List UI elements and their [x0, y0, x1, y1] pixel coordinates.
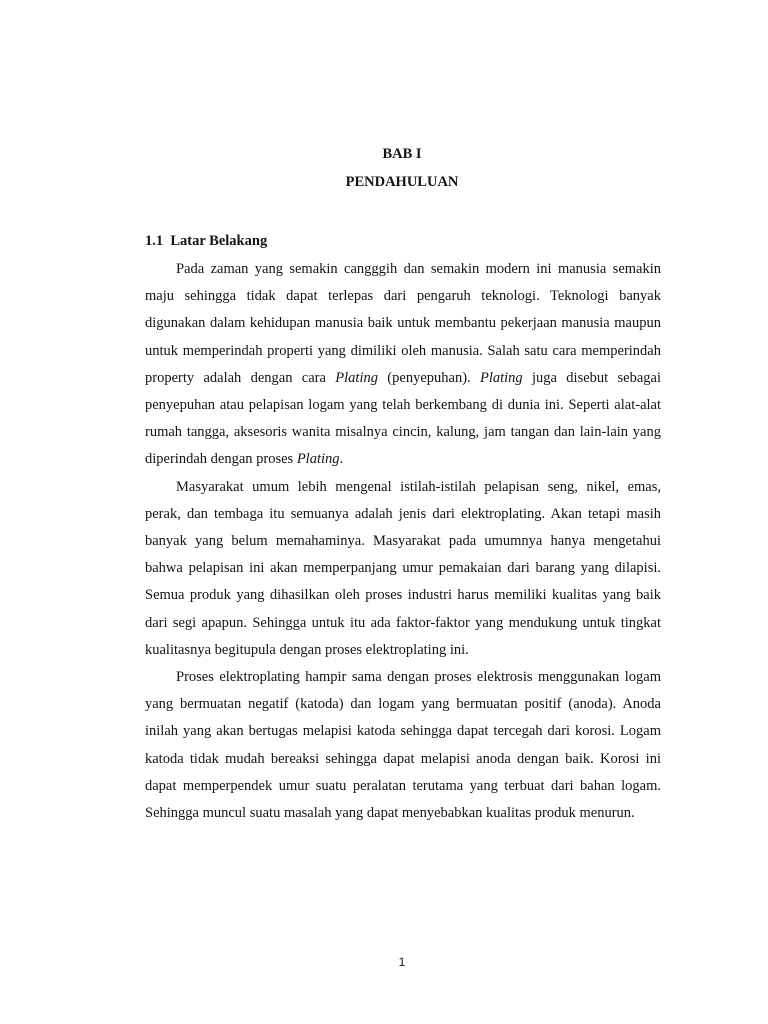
paragraph-run: . — [339, 451, 344, 468]
paragraph-2 — [145, 474, 661, 664]
paragraph-run: (penyepuhan). — [377, 369, 480, 386]
chapter-label: BAB I — [382, 146, 422, 162]
paragraph-3 — [145, 664, 661, 827]
paragraph-run: Proses elektroplating hampir sama dengan proses elektrosis menggunakan logam yang bermuatan negatif (katoda) dan logam yang bermuatan positif (anoda). Anoda inilah yang akan bertugas melapisi katoda sehingga dapat tercegah dari korosi. Logam katoda tidak mudah bereaksi sehingga dapat melapisi anoda dengan baik. Korosi ini dapat memperpendek umur suatu peralatan terutama yang terbuat dari bahan logam. Sehingga muncul suatu masalah yang dapat menyebabkan kualitas produk menurun. — [145, 669, 661, 822]
page-number: 1 — [398, 955, 406, 969]
italic-term: Plating — [335, 369, 378, 386]
body-text — [145, 256, 661, 827]
paragraph-1 — [145, 256, 661, 474]
section-heading: 1.1 Latar Belakang — [145, 233, 268, 249]
chapter-title: PENDAHULUAN — [345, 174, 459, 190]
italic-term: Plating — [296, 451, 340, 468]
italic-term: Plating — [479, 369, 523, 386]
paragraph-run: juga disebut sebagai penyepuhan atau pelapisan logam yang telah berkembang di dunia ini. Seperti alat-alat rumah tangga, aksesoris wanita misalnya cincin, kalung, jam tangan dan lain-lain yang diperindah dengan proses — [145, 369, 661, 468]
paragraph-run: Masyarakat umum lebih mengenal istilah-istilah pelapisan seng, nikel, emas, perak, dan tembaga itu semuanya adalah jenis dari elektroplating. Akan tetapi masih banyak yang belum memahaminya. Masyarakat pada umumnya hanya mengetahui bahwa pelapisan ini akan memperpanjang umur pemakaian dari barang yang dilapisi. Semua produk yang dihasilkan oleh proses industri harus memiliki kualitas yang baik dari segi apapun. Sehingga untuk itu ada faktor-faktor yang mendukung untuk tingkat kualitasnya begitupula dengan proses elektroplating ini. — [145, 478, 661, 658]
paragraph-run: Pada zaman yang semakin cangggih dan semakin modern ini manusia semakin maju sehingga tidak dapat terlepas dari pengaruh teknologi. Teknologi banyak digunakan dalam kehidupan manusia baik untuk membantu pekerjaan manusia maupun untuk memperindah properti yang dimiliki oleh manusia. Salah satu cara memperindah property adalah dengan cara — [145, 261, 661, 386]
